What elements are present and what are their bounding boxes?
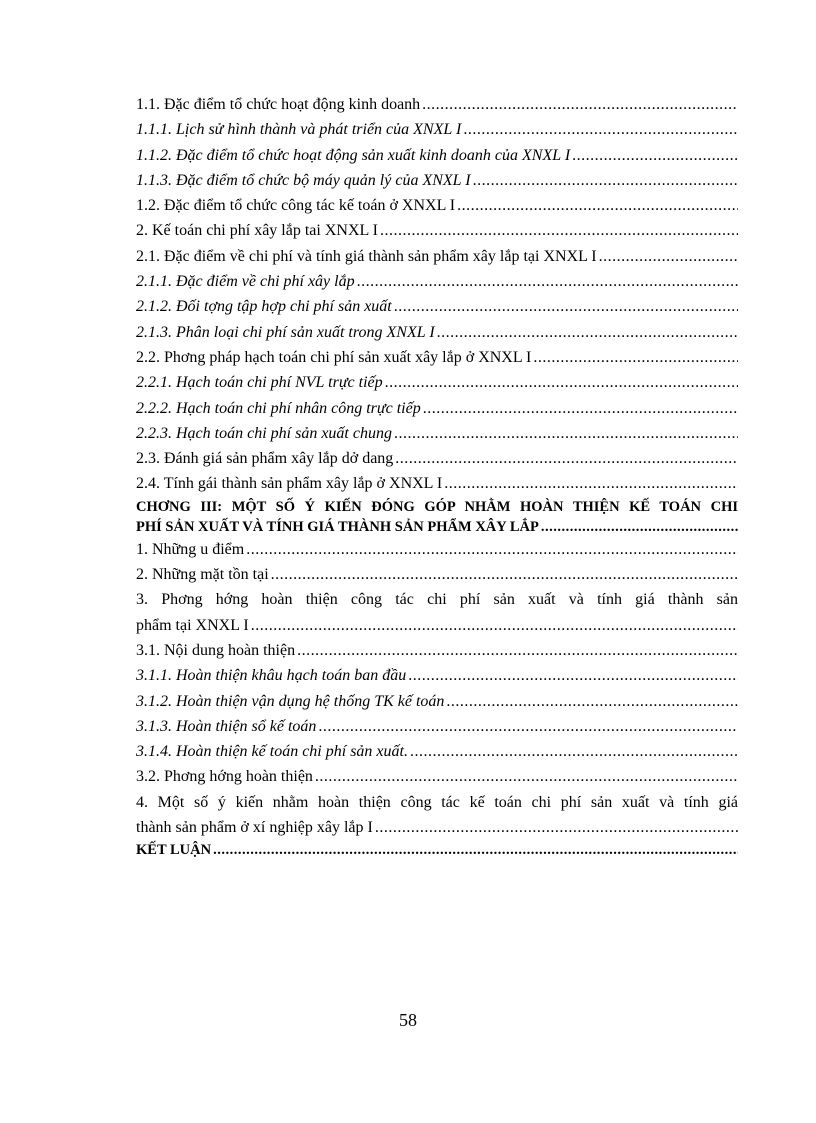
- toc-entry: 2.2.2. Hạch toán chi phí nhân công trực tiếp .....: [136, 396, 738, 421]
- toc-entry-multiline: 4. Một số ý kiến nhằm hoàn thiện công tác kế toán chi phí sản xuất và tính giá: [136, 793, 738, 811]
- toc-entry: 3.2. Phơng hớng hoàn thiện .....: [136, 764, 738, 789]
- toc-entry: 3.1. Nội dung hoàn thiện .....: [136, 638, 738, 663]
- toc-entry: 2.2.1. Hạch toán chi phí NVL trực tiếp .....: [136, 370, 738, 395]
- toc-entry-multiline: 3. Phơng hớng hoàn thiện công tác chi phí sản xuất và tính giá thành sản: [136, 591, 738, 609]
- toc-entry: 2. Kế toán chi phí xây lắp tai XNXL I .....: [136, 218, 738, 243]
- table-of-contents: [136, 92, 738, 860]
- toc-chapter-heading-cont: PHÍ SẢN XUẤT VÀ TÍNH GIÁ THÀNH SẢN PHẨM XÂY LẮP .....: [136, 517, 738, 537]
- toc-entry: 1.1.1. Lịch sử hình thành và phát triển của XNXL I .....: [136, 117, 738, 142]
- page-number: 58: [399, 1010, 417, 1030]
- toc-entry: 1.2. Đặc điểm tổ chức công tác kế toán ở XNXL I .....: [136, 193, 738, 218]
- toc-conclusion: KẾT LUẬN .....: [136, 840, 738, 860]
- toc-entry: 1.1.3. Đặc điểm tổ chức bộ máy quản lý của XNXL I .....: [136, 168, 738, 193]
- toc-entry: 3.1.3. Hoàn thiện sổ kế toán .....: [136, 714, 738, 739]
- toc-entry: 2. Những mặt tồn tại .....: [136, 562, 738, 587]
- toc-entry: 1.1. Đặc điểm tổ chức hoạt động kinh doanh .....: [136, 92, 738, 117]
- toc-entry: 1.1.2. Đặc điểm tổ chức hoạt động sản xuất kinh doanh của XNXL I .....: [136, 143, 738, 168]
- toc-entry: 2.2.3. Hạch toán chi phí sản xuất chung .....: [136, 421, 738, 446]
- toc-entry: 2.1.1. Đặc điểm về chi phí xây lắp .....: [136, 269, 738, 294]
- toc-entry: 2.1. Đặc điểm về chi phí và tính giá thành sản phẩm xây lắp tại XNXL I .....: [136, 244, 738, 269]
- toc-entry-cont: phẩm tại XNXL I .....: [136, 613, 738, 638]
- toc-entry: 2.2. Phơng pháp hạch toán chi phí sản xuất xây lắp ở XNXL I .....: [136, 345, 738, 370]
- toc-entry: 3.1.2. Hoàn thiện vận dụng hệ thống TK kế toán .....: [136, 689, 738, 714]
- toc-entry: 3.1.4. Hoàn thiện kế toán chi phí sản xuất. .....: [136, 739, 738, 764]
- toc-entry: 2.3. Đánh giá sản phẩm xây lắp dở dang .....: [136, 446, 738, 471]
- toc-entry: 2.4. Tính gái thành sản phẩm xây lắp ở XNXL I .....: [136, 471, 738, 496]
- toc-entry: 1. Những u điểm .....: [136, 537, 738, 562]
- toc-entry: 3.1.1. Hoàn thiện khâu hạch toán ban đầu .....: [136, 663, 738, 688]
- toc-chapter-heading: CHƠNG III: MỘT SỐ Ý KIẾN ĐÓNG GÓP NHẰM HOÀN THIỆN KẾ TOÁN CHI: [136, 498, 738, 515]
- toc-entry: 2.1.2. Đối tợng tập hợp chi phí sản xuất .....: [136, 294, 738, 319]
- toc-entry-cont: thành sản phẩm ở xí nghiệp xây lắp I .....: [136, 815, 738, 840]
- toc-entry: 2.1.3. Phân loại chi phí sản xuất trong XNXL I .....: [136, 320, 738, 345]
